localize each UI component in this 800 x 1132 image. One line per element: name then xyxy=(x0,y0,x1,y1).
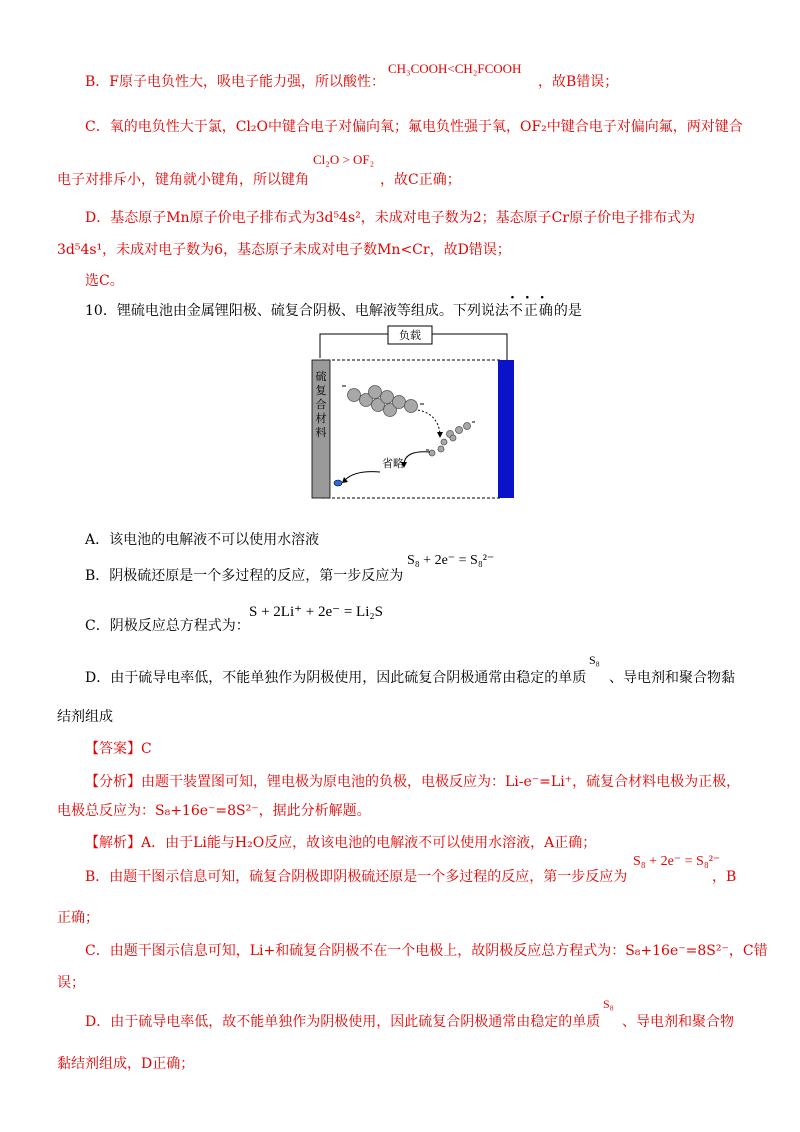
analysis-line2: 电极总反应为：S₈+16e⁻=8S²⁻，据此分析解题。 xyxy=(57,803,371,819)
explain-c-line: C．氧的电负性大于氯，Cl₂O中键合电子对偏向氧；氟电负性强于氧，OF₂中键合电子对偏向氟，两对键合 xyxy=(85,119,743,135)
solution-d-end: 、导电剂和聚合物 xyxy=(622,1014,734,1030)
solution-b2: 正确； xyxy=(57,910,99,926)
explain-c2-end: ，故C正确； xyxy=(380,172,461,188)
explain-b-line xyxy=(85,71,385,91)
solution-b-formula: S₈ + 2e⁻ = S₈²⁻ xyxy=(633,854,721,869)
solution-a-line xyxy=(85,832,596,852)
option-d-formula: S₈ xyxy=(589,653,600,667)
solution-c: C．由题干图示信息可知，Li+和硫复合阴极不在一个电极上，故阴极反应总方程式为：S₈+16e⁻=8S²⁻，C错 xyxy=(85,943,768,959)
explain-b-end: ，故B错误； xyxy=(538,74,619,90)
question-stem xyxy=(85,300,582,320)
question-stem-emph: 不正确 xyxy=(508,303,554,319)
option-b-formula: S₈ + 2e⁻ = S₈²⁻ xyxy=(407,553,495,568)
option-c-formula: S + 2Li⁺ + 2e⁻ = Li₂S xyxy=(249,604,383,620)
solution-a: A．由于Li能与H₂O反应，故该电池的电解液不可以使用水溶液，A正确； xyxy=(141,835,597,851)
option-d-text: D．由于硫导电率低，不能单独作为阴极使用，因此硫复合阴极通常由稳定的单质 xyxy=(85,670,587,686)
explain-b-formula: CH₃COOH<CH₂FCOOH xyxy=(388,61,522,76)
solution-d-text: D．由于硫导电率低，故不能单独作为阴极使用，因此硫复合阴极通常由稳定的单质 xyxy=(85,1014,601,1030)
analysis-label: 【分析】 xyxy=(85,774,141,790)
option-b-text: B．阴极硫还原是一个多过程的反应，第一步反应为 xyxy=(85,568,404,584)
explain-d-line: D．基态原子Mn原子价电子排布式为3d⁵4s²，未成对电子数为2；基态原子Cr原子价电子排布式为 xyxy=(85,210,696,226)
explain-b-text: B．F原子电负性大，吸电子能力强，所以酸性： xyxy=(85,74,386,90)
answer-line xyxy=(85,738,152,758)
emphasis-dots: ··· xyxy=(510,290,555,306)
sulfur-particles xyxy=(348,386,471,457)
explain-c2-formula: Cl₂O > OF₂ xyxy=(313,152,375,167)
solution-d-formula: S₈ xyxy=(603,997,614,1011)
solution-label: 【解析】 xyxy=(85,835,141,851)
load-label: 负载 xyxy=(399,329,421,342)
explain-choose: 选C。 xyxy=(85,273,124,289)
lithium-electrode xyxy=(498,360,514,498)
option-a: A．该电池的电解液不可以使用水溶液 xyxy=(85,532,320,548)
solution-b-text: B．由题干图示信息可知，硫复合阴极即阴极硫还原是一个多过程的反应，第一步反应为 xyxy=(85,869,628,885)
solution-b-end: ，B xyxy=(712,869,737,885)
option-d-end: 、导电剂和聚合物黏 xyxy=(609,670,735,686)
question-stem-pre: 10．锂硫电池由金属锂阳极、硫复合阴极、电解液等组成。下列说法 xyxy=(85,303,509,319)
answer-label: 【答案】 xyxy=(85,741,141,757)
analysis-text: 由题干装置图可知，锂电极为原电池的负极，电极反应为：Li-e⁻=Li⁺，硫复合材料电极为正极， xyxy=(141,774,741,790)
omit-label: 省略 xyxy=(382,457,404,470)
explain-c2-text: 电子对排斥小，键角就小键角，所以键角 xyxy=(57,172,309,188)
solution-d2: 黏结剂组成，D正确； xyxy=(57,1056,195,1072)
option-d2: 结剂组成 xyxy=(57,709,113,725)
battery-figure xyxy=(300,322,525,508)
answer-value: C xyxy=(141,741,152,757)
option-c-text: C．阴极反应总方程式为： xyxy=(85,618,250,634)
sulfur-composite-label: 硫复合材料 xyxy=(315,370,327,439)
explain-d2-line: 3d⁵4s¹，未成对电子数为6，基态原子未成对电子数Mn<Cr，故D错误； xyxy=(57,242,511,258)
analysis-line xyxy=(85,771,740,791)
question-stem-post: 的是 xyxy=(553,303,582,319)
solution-c2: 误； xyxy=(57,975,85,991)
battery-diagram xyxy=(300,322,525,504)
